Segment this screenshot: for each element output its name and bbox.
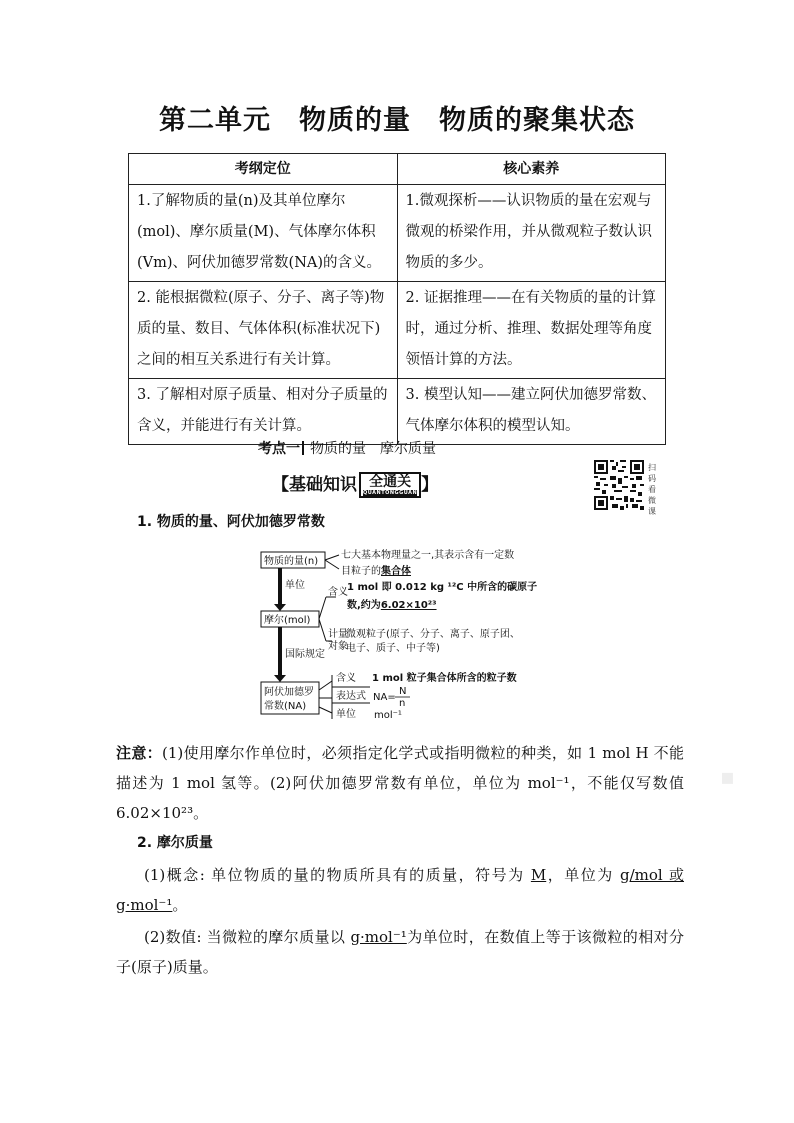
box-avogadro-2: 常数(NA) <box>264 701 307 712</box>
topic-label: 考点一 <box>258 441 300 457</box>
section-heading: 1. 物质的量、阿伏加德罗常数 <box>137 514 325 530</box>
concept-text-2: ，单位为 <box>546 866 621 884</box>
bracket-left: 【 <box>272 475 289 495</box>
objectives-table <box>128 153 666 445</box>
table-cell: 3. 了解相对原子质量、相对分子质量的含义，并能进行有关计算。 <box>129 379 398 445</box>
table-row <box>129 185 666 282</box>
concept-paragraph-2 <box>116 922 684 982</box>
box-mole: 摩尔(mol) <box>264 615 311 626</box>
table-cell: 2. 证据推理——在有关物质的量的计算时，通过分析、推理、数据处理等角度领悟计算的方法。 <box>397 282 666 379</box>
badge <box>359 472 421 498</box>
unit2-label: 单位 <box>336 709 356 720</box>
box-quantity: 物质的量(n) <box>264 556 319 567</box>
table-header: 核心素养 <box>397 154 666 185</box>
meaning2-label: 含义 <box>336 673 356 684</box>
badge-text: 全通关 <box>369 474 412 490</box>
note-prefix: 注意： <box>116 744 163 762</box>
concept-text: (1)概念: 单位物质的量的物质所具有的质量，符号为 <box>144 866 531 884</box>
expression-denominator: n <box>399 698 406 709</box>
table-row <box>129 282 666 379</box>
object-text: 微观粒子(原子、分子、离子、原子团、 <box>346 629 520 640</box>
concept-diagram <box>252 545 582 725</box>
intl-label: 国际规定 <box>285 649 325 660</box>
unit2-value: mol⁻¹ <box>374 710 402 721</box>
topic-title: 物质的量 摩尔质量 <box>310 441 436 457</box>
quantity-desc-text: 目粒子的 <box>341 566 381 577</box>
collective-term: 集合体 <box>381 566 411 577</box>
note-text: (1)使用摩尔作单位时，必须指定化学式或指明微粒的种类，如 1 mol H 不能描述为 1 mol 氢等。(2)阿伏加德罗常数有单位，单位为 mol⁻¹，不能仅写数值 6.02×10²³。 <box>116 744 684 822</box>
molar-mass-unit: g/mol 或 g·mol⁻¹ <box>116 866 684 914</box>
concept-text-3: 。 <box>172 896 188 914</box>
expression-label: 表达式 <box>336 691 366 702</box>
qr-caption: 扫码看微课 <box>648 463 656 516</box>
note-paragraph <box>116 738 684 828</box>
value-text-2: 为单位时，在数值上等于该微粒的相对分子(原子)质量。 <box>116 928 684 976</box>
meaning-label: 含义 <box>328 587 348 598</box>
bracket-right: 】 <box>421 475 439 495</box>
divider <box>302 441 304 455</box>
value-unit: g·mol⁻¹ <box>350 928 407 946</box>
unit-label: 单位 <box>285 580 305 591</box>
table-cell: 1.了解物质的量(n)及其单位摩尔(mol)、摩尔质量(M)、气体摩尔体积(Vm)、阿伏加德罗常数(NA)的含义。 <box>129 185 398 282</box>
avogadro-meaning: 1 mol 粒子集合体所含的粒子数 <box>372 673 517 684</box>
badge-subtext: QUANTONGGUAN <box>363 490 418 496</box>
banner-text: 基础知识 <box>289 475 357 495</box>
table-row <box>129 379 666 445</box>
mole-meaning: 1 mol 即 0.012 kg ¹²C 中所含的碳原子 <box>347 582 538 593</box>
mole-meaning-text: 数,约为 <box>347 600 381 611</box>
expression-lhs: NA= <box>373 692 396 703</box>
table-cell: 2. 能根据微粒(原子、分子、离子等)物质的量、数目、气体体积(标准状况下)之间的相互关系进行有关计算。 <box>129 282 398 379</box>
box-avogadro-1: 阿伏加德罗 <box>264 687 314 698</box>
page-title: 第二单元 物质的量 物质的聚集状态 <box>159 105 635 136</box>
avogadro-value: 6.02×10²³ <box>380 600 437 611</box>
watermark: ▪ <box>720 765 735 790</box>
object-label-1: 计量 <box>328 629 348 640</box>
table-header-row <box>129 154 666 185</box>
object-text-2: 电子、质子、中子等) <box>346 643 440 654</box>
quantity-desc: 七大基本物理量之一,其表示含有一定数 <box>341 550 515 561</box>
qr-code-icon[interactable] <box>594 460 644 510</box>
table-cell: 1.微观探析——认识物质的量在宏观与微观的桥梁作用，并从微观粒子数认识物质的多少。 <box>397 185 666 282</box>
concept-paragraph-1 <box>116 860 684 920</box>
topic-heading <box>258 438 436 458</box>
quantity-desc-line2 <box>341 564 411 577</box>
mole-meaning-line2 <box>347 598 437 611</box>
symbol-m: M <box>530 866 547 884</box>
table-cell: 3. 模型认知——建立阿伏加德罗常数、气体摩尔体积的模型认知。 <box>397 379 666 445</box>
expression-numerator: N <box>399 686 407 697</box>
object-label-2: 对象 <box>328 641 348 652</box>
value-text: (2)数值: 当微粒的摩尔质量以 <box>144 928 351 946</box>
table-header: 考纲定位 <box>129 154 398 185</box>
section-heading-2: 2. 摩尔质量 <box>137 835 213 851</box>
section-banner <box>272 470 438 498</box>
